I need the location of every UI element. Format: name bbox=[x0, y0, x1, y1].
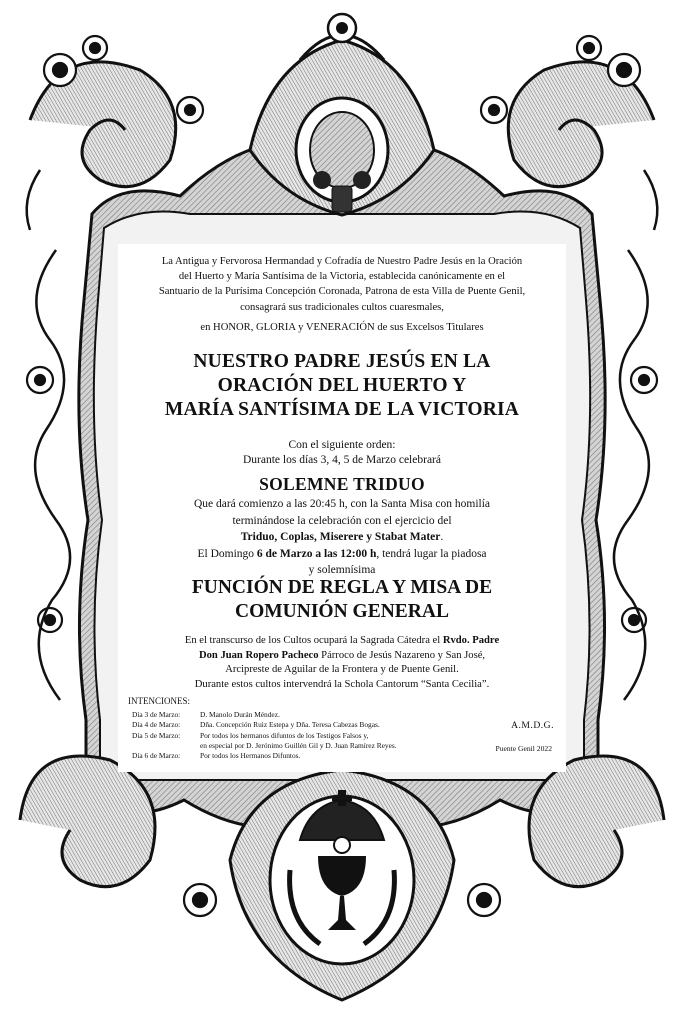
intencion-day: Día 4 de Marzo: bbox=[132, 720, 181, 730]
titulares-line: MARÍA SANTÍSIMA DE LA VICTORIA bbox=[164, 399, 520, 420]
intenciones-list bbox=[132, 710, 397, 761]
triduo-description bbox=[118, 496, 566, 579]
intencion-day: Día 5 de Marzo: bbox=[132, 730, 181, 740]
cultos-paragraph bbox=[118, 634, 566, 692]
cultos-bold: Rvdo. Padre bbox=[442, 635, 500, 646]
list-item bbox=[132, 751, 397, 761]
desc-text: , tendrá lugar la piadosa bbox=[376, 547, 487, 560]
desc-line bbox=[118, 529, 566, 546]
intencion-text: Dña. Concepción Ruiz Estepa y Dña. Teresa Cabezas Bogas. bbox=[200, 720, 380, 730]
cultos-line bbox=[118, 634, 566, 649]
intencion-day: Día 6 de Marzo: bbox=[132, 751, 181, 761]
honor-line: en HONOR, GLORIA y VENERACIÓN de sus Excelsos Titulares bbox=[200, 322, 484, 333]
titulares-line: NUESTRO PADRE JESÚS EN LA bbox=[193, 351, 491, 372]
desc-line: y solemnísima bbox=[308, 564, 376, 576]
cultos-line: Durante estos cultos intervendrá la Schola Cantorum “Santa Cecilia”. bbox=[194, 678, 490, 690]
desc-bold: Triduo, Coplas, Miserere y Stabat Mater bbox=[240, 531, 441, 543]
intro-line: Santuario de la Purísima Concepción Coronada, Patrona de esta Villa de Puente Genil, bbox=[158, 286, 526, 298]
order-text bbox=[118, 438, 566, 468]
desc-text: . bbox=[440, 531, 444, 543]
intencion-text: Por todos los hermanos difuntos de los Testigos Falsos y, bbox=[200, 730, 369, 740]
intenciones-heading: INTENCIONES: bbox=[128, 696, 190, 706]
cultos-bold: Don Juan Ropero Pacheco bbox=[198, 649, 319, 661]
list-item bbox=[132, 731, 397, 741]
funcion-line: COMUNIÓN GENERAL bbox=[235, 601, 449, 622]
titulares-line: ORACIÓN DEL HUERTO Y bbox=[217, 375, 467, 396]
place-date: Puente Genil 2022 bbox=[495, 744, 552, 753]
list-item bbox=[132, 720, 397, 730]
triduo-heading: SOLEMNE TRIDUO bbox=[259, 474, 425, 494]
desc-line bbox=[118, 546, 566, 563]
corner-scroll-bottom-left bbox=[20, 756, 155, 887]
amdg-motto: A.M.D.G. bbox=[511, 720, 554, 731]
titulares-heading bbox=[118, 350, 566, 422]
funcion-line: FUNCIÓN DE REGLA Y MISA DE bbox=[191, 577, 493, 598]
announcement-panel bbox=[118, 244, 566, 772]
cultos-text: En el transcurso de los Cultos ocupará la Sagrada Cátedra el bbox=[184, 635, 443, 646]
intencion-text: Por todos los Hermanos Difuntos. bbox=[200, 751, 301, 761]
corner-scroll-bottom-right bbox=[529, 756, 664, 887]
order-line: Con el siguiente orden: bbox=[288, 439, 396, 451]
bottom-medallion bbox=[230, 770, 454, 1000]
list-item bbox=[132, 741, 397, 751]
desc-line: Que dará comienzo a las 20:45 h, con la Santa Misa con homilía bbox=[193, 498, 491, 510]
desc-line: terminándose la celebración con el ejercicio del bbox=[232, 514, 452, 527]
desc-bold: 6 de Marzo a las 12:00 h bbox=[256, 547, 377, 560]
intencion-day: Día 3 de Marzo: bbox=[132, 710, 181, 719]
intencion-text: en especial por D. Jerónimo Guillén Gil y D. Juan Ramírez Reyes. bbox=[200, 740, 397, 750]
order-line: Durante los días 3, 4, 5 de Marzo celebrará bbox=[243, 454, 441, 466]
funcion-heading bbox=[118, 576, 566, 624]
intro-line: La Antigua y Fervorosa Hermandad y Cofradía de Nuestro Padre Jesús en la Oración bbox=[161, 256, 523, 267]
cultos-line: Arcipreste de Aguilar de la Frontera y de Puente Genil. bbox=[225, 664, 459, 675]
desc-text: El Domingo bbox=[197, 547, 257, 560]
intro-line: del Huerto y María Santísima de la Victoria, establecida canónicamente en el bbox=[178, 271, 506, 283]
intro-line: consagrará sus tradicionales cultos cuaresmales, bbox=[240, 301, 444, 313]
intro-paragraph bbox=[118, 254, 566, 315]
cultos-line bbox=[118, 649, 566, 664]
list-item bbox=[132, 710, 397, 720]
intencion-text: D. Manolo Durán Méndez. bbox=[200, 710, 280, 719]
intencion-day bbox=[132, 741, 200, 751]
cultos-text: Párroco de Jesús Nazareno y San José, bbox=[318, 649, 486, 661]
